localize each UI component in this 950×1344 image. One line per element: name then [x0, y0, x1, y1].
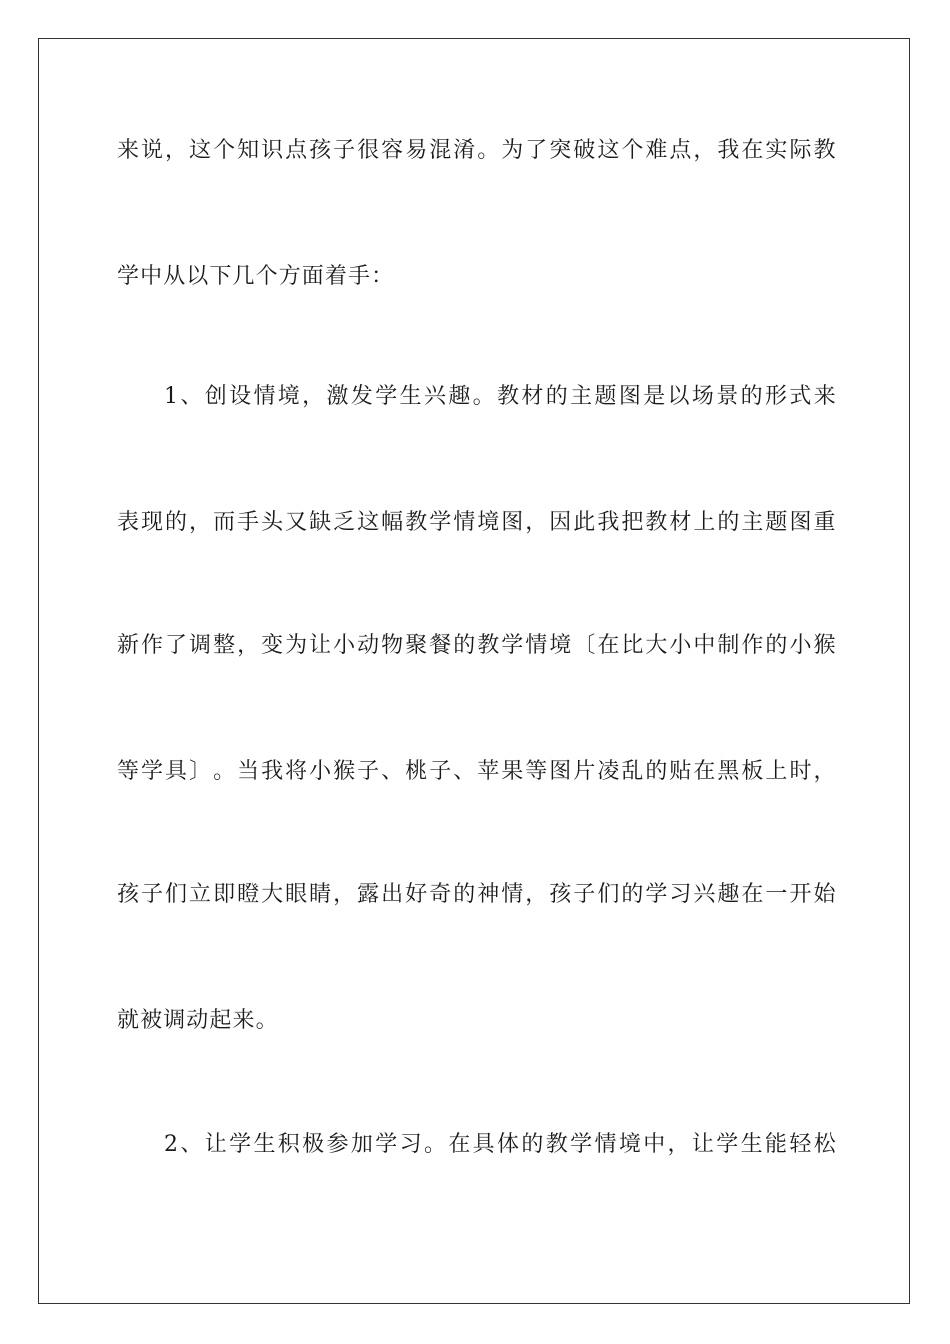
paragraph-line-2: 学中从以下几个方面着手： — [117, 264, 395, 289]
paragraph-line-4: 表 现 的 ， 而 手 头 又 缺 乏 这 幅 教 学 情 境 图 ， 因 此 我 把 教 材 上 的 主 题 图 重 — [117, 510, 837, 535]
paragraph-line-3: 1 、 创 设 情 境 ， 激 发 学 生 兴 趣 。 教 材 的 主 题 图 是 以 场 景 的 形 式 来 — [164, 384, 837, 409]
paragraph-line-5: 新 作 了 调 整 ， 变 为 让 小 动 物 聚 餐 的 教 学 情 境 〔 在 比 大 小 中 制 作 的 小 猴 — [117, 633, 837, 658]
paragraph-line-7: 孩 子 们 立 即 瞪 大 眼 睛 ， 露 出 好 奇 的 神 情 ， 孩 子 们 的 学 习 兴 趣 在 一 开 始 — [117, 882, 837, 907]
paragraph-line-1: 来 说 ， 这 个 知 识 点 孩 子 很 容 易 混 淆 。 为 了 突 破 这 个 难 点 ， 我 在 实 际 教 — [117, 138, 837, 163]
page-border — [38, 38, 910, 1304]
paragraph-line-9: 2 、 让 学 生 积 极 参 加 学 习 。 在 具 体 的 教 学 情 境 中 ， 让 学 生 能 轻 松 — [164, 1132, 837, 1157]
paragraph-line-8: 就被调动起来。 — [117, 1008, 279, 1033]
paragraph-line-6: 等 学 具 〕 。 当 我 将 小 猴 子 、 桃 子 、 苹 果 等 图 片 凌 乱 的 贴 在 黑 板 上 时 ， — [117, 759, 837, 784]
